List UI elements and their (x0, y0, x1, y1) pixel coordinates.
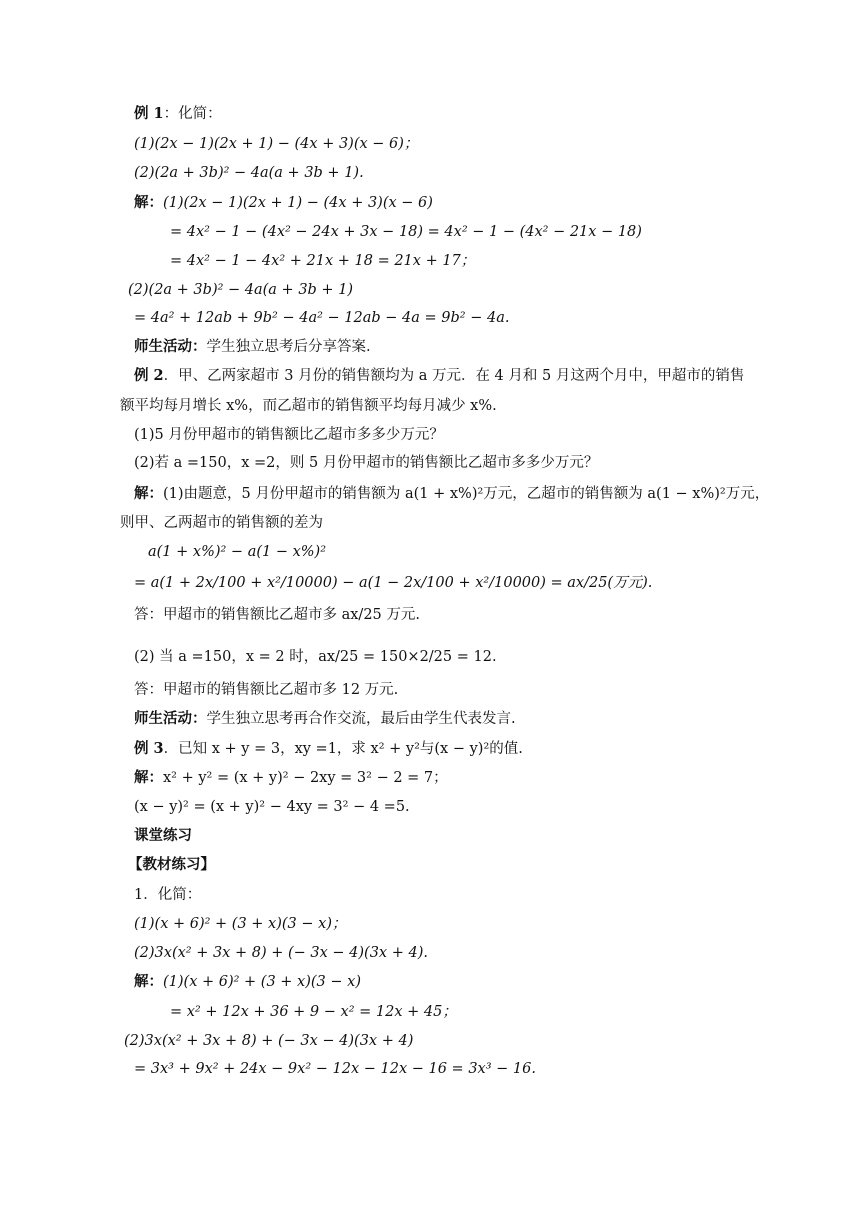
solution-1-line-4: (2)(2a + 3b)² − 4a(a + 3b + 1) (128, 282, 354, 298)
solution-2-line-4: = a(1 + 2x/100 + x²/10000) − a(1 − 2x/100 + x²/10000) = ax/25(万元). (134, 575, 653, 591)
exercise-1-heading: 1．化简： (134, 887, 202, 903)
solution-1-line-5: = 4a² + 12ab + 9b² − 4a² − 12ab − 4a = 9b² − 4a. (134, 310, 510, 326)
exercise-1-part-2: (2)3x(x² + 3x + 8) + (− 3x − 4)(3x + 4). (134, 945, 428, 961)
example-2-line-2: 额平均每月增长 x%，而乙超市的销售额平均每月减少 x%. (120, 398, 497, 414)
exercise-1-part-1: (1)(x + 6)² + (3 + x)(3 − x)； (134, 916, 347, 932)
exercise-solution-line-2: = x² + 12x + 36 + 9 − x² = 12x + 45； (170, 1004, 457, 1020)
activity-2: 师生活动：学生独立思考再合作交流，最后由学生代表发言. (134, 710, 516, 727)
answer-2-1: 答：甲超市的销售额比乙超市多 ax/25 万元. (134, 607, 420, 623)
solution-1-line-1: 解：(1)(2x − 1)(2x + 1) − (4x + 3)(x − 6) (134, 194, 433, 211)
example-2-question-1: (1)5 月份甲超市的销售额比乙超市多多少万元？ (134, 427, 444, 443)
example-3-heading: 例 3．已知 x + y = 3，xy =1，求 x² + y²与(x − y)²的值. (134, 740, 523, 757)
example-1-part-2: (2)(2a + 3b)² − 4a(a + 3b + 1). (134, 165, 364, 181)
example-2-question-2: (2)若 a =150，x =2，则 5 月份甲超市的销售额比乙超市多多少万元？ (134, 455, 599, 471)
solution-1-line-3: = 4x² − 1 − 4x² + 21x + 18 = 21x + 17； (170, 253, 476, 269)
exercise-solution-line-1: 解：(1)(x + 6)² + (3 + x)(3 − x) (134, 973, 361, 990)
section-textbook-practice: 【教材练习】 (128, 856, 215, 873)
solution-2-part-2: (2) 当 a =150，x = 2 时，ax/25 = 150×2/25 = 12. (134, 649, 497, 665)
example-1-part-1: (1)(2x − 1)(2x + 1) − (4x + 3)(x − 6)； (134, 136, 419, 152)
solution-2-line-2: 则甲、乙两超市的销售额的差为 (120, 515, 323, 531)
section-classroom-practice: 课堂练习 (134, 827, 192, 844)
solution-3-line-1: 解：x² + y² = (x + y)² − 2xy = 3² − 2 = 7； (134, 769, 448, 786)
example-2-heading: 例 2．甲、乙两家超市 3 月份的销售额均为 a 万元．在 4 月和 5 月这两个月中，甲超市的销售 (134, 367, 745, 384)
activity-1: 师生活动：学生独立思考后分享答案. (134, 338, 371, 355)
solution-2-line-3: a(1 + x%)² − a(1 − x%)² (148, 544, 327, 560)
example-1-heading: 例 1：化简： (134, 105, 222, 122)
answer-2-2: 答：甲超市的销售额比乙超市多 12 万元. (134, 682, 399, 698)
solution-3-line-2: (x − y)² = (x + y)² − 4xy = 3² − 4 =5. (134, 799, 410, 815)
exercise-solution-line-4: = 3x³ + 9x² + 24x − 9x² − 12x − 12x − 16 = 3x³ − 16. (134, 1061, 536, 1077)
exercise-solution-line-3: (2)3x(x² + 3x + 8) + (− 3x − 4)(3x + 4) (124, 1033, 414, 1049)
solution-2-line-1: 解：(1)由题意，5 月份甲超市的销售额为 a(1 + x%)²万元，乙超市的销售额为 a(1 − x%)²万元， (134, 485, 770, 502)
solution-1-line-2: = 4x² − 1 − (4x² − 24x + 3x − 18) = 4x² − 1 − (4x² − 21x − 18) (170, 224, 642, 240)
